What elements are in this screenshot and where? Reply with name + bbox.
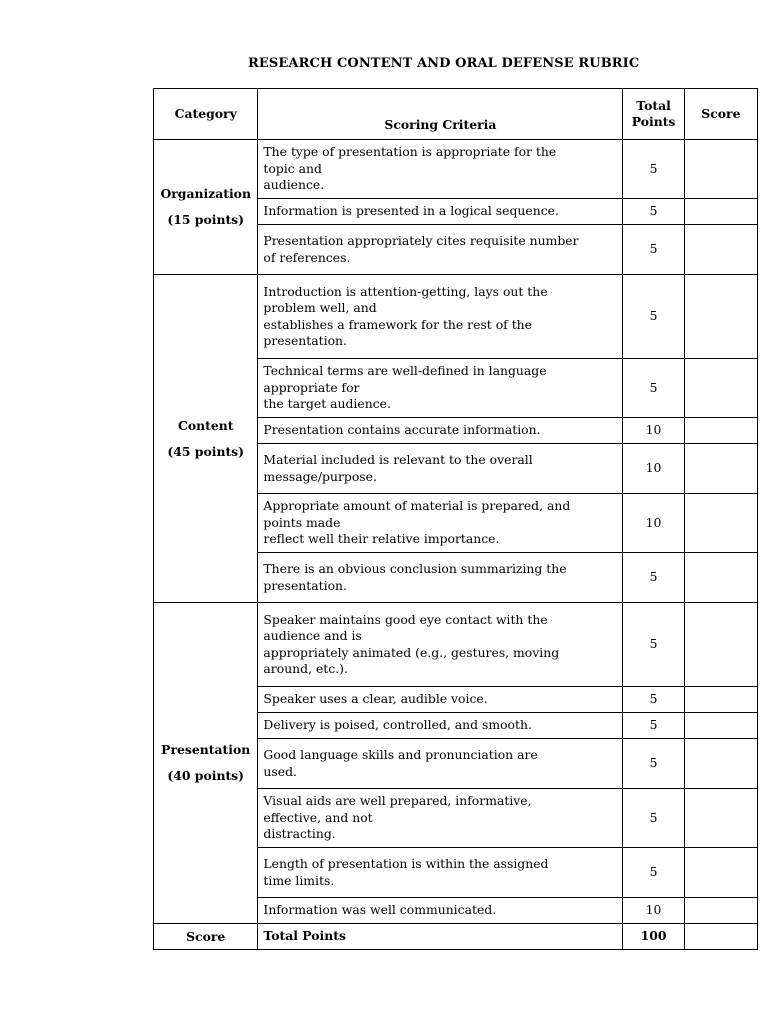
rubric-table bbox=[153, 88, 758, 950]
criterion-line: reflect well their relative importance. bbox=[263, 531, 500, 547]
points-cell: 5 bbox=[623, 687, 684, 713]
table-row bbox=[154, 275, 758, 359]
criterion-line: Material included is relevant to the overall bbox=[263, 452, 533, 467]
criterion-cell bbox=[258, 418, 623, 444]
score-cell[interactable] bbox=[684, 199, 757, 225]
criterion-line: around, etc.). bbox=[263, 661, 348, 676]
criterion-line: Introduction is attention-getting, lays out the bbox=[263, 283, 548, 299]
criterion-cell bbox=[258, 739, 623, 789]
criterion-cell bbox=[258, 359, 623, 418]
category-name: Presentation bbox=[161, 742, 251, 757]
points-cell: 5 bbox=[623, 603, 684, 687]
criterion-line: topic and bbox=[263, 160, 322, 176]
score-cell[interactable] bbox=[684, 444, 757, 494]
criterion-line: Good language skills and pronunciation are bbox=[263, 747, 538, 762]
criterion-cell bbox=[258, 848, 623, 898]
criterion-cell bbox=[258, 140, 623, 199]
header-total-points-line1: Total bbox=[636, 97, 671, 113]
criterion-cell bbox=[258, 199, 623, 225]
score-cell[interactable] bbox=[684, 418, 757, 444]
document-title: RESEARCH CONTENT AND ORAL DEFENSE RUBRIC bbox=[248, 56, 640, 71]
table-row bbox=[154, 603, 758, 687]
rubric-body bbox=[154, 140, 758, 950]
criterion-line: audience. bbox=[263, 177, 325, 193]
score-cell[interactable] bbox=[684, 603, 757, 687]
criterion-line: Presentation appropriately cites requisite number bbox=[263, 233, 579, 248]
criterion-cell bbox=[258, 713, 623, 739]
category-points: (40 points) bbox=[167, 768, 245, 783]
points-cell: 5 bbox=[623, 713, 684, 739]
category-name: Organization bbox=[160, 186, 251, 201]
points-cell: 10 bbox=[623, 444, 684, 494]
points-cell: 5 bbox=[623, 789, 684, 848]
category-cell bbox=[154, 140, 258, 275]
score-cell[interactable] bbox=[684, 789, 757, 848]
score-cell[interactable] bbox=[684, 848, 757, 898]
header-scoring-criteria: Scoring Criteria bbox=[258, 89, 623, 140]
criterion-line: establishes a framework for the rest of the bbox=[263, 316, 532, 332]
criterion-line: audience and is bbox=[263, 628, 362, 643]
points-cell: 5 bbox=[623, 275, 684, 359]
total-score-cell[interactable] bbox=[684, 924, 757, 950]
criterion-line: Appropriate amount of material is prepared, and bbox=[263, 498, 571, 514]
criterion-line: message/purpose. bbox=[263, 468, 377, 484]
criterion-line: Speaker maintains good eye contact with the bbox=[263, 611, 548, 627]
category-name: Content bbox=[177, 417, 234, 433]
criterion-line: appropriately animated (e.g., gestures, moving bbox=[263, 644, 560, 660]
score-cell[interactable] bbox=[684, 898, 757, 924]
criterion-line: used. bbox=[263, 763, 297, 779]
criterion-cell bbox=[258, 603, 623, 687]
table-row bbox=[154, 140, 758, 199]
total-category-cell: Score bbox=[154, 924, 258, 950]
score-cell[interactable] bbox=[684, 739, 757, 789]
category-cell bbox=[154, 275, 258, 603]
criterion-line: the target audience. bbox=[263, 396, 391, 412]
header-total-points bbox=[623, 89, 684, 140]
total-points-cell: 100 bbox=[623, 924, 684, 950]
criterion-line: presentation. bbox=[263, 333, 347, 348]
criterion-line: of references. bbox=[263, 249, 351, 265]
criterion-line: Information was well communicated. bbox=[263, 902, 497, 918]
criterion-line: points made bbox=[263, 514, 341, 530]
criterion-line: There is an obvious conclusion summarizing the bbox=[263, 561, 567, 576]
criterion-line: appropriate for bbox=[263, 379, 360, 395]
criterion-line: Technical terms are well-defined in language bbox=[263, 363, 547, 379]
criterion-cell bbox=[258, 444, 623, 494]
criterion-line: presentation. bbox=[263, 577, 347, 593]
score-cell[interactable] bbox=[684, 140, 757, 199]
score-cell[interactable] bbox=[684, 494, 757, 553]
header-row bbox=[154, 89, 758, 140]
points-cell: 5 bbox=[623, 140, 684, 199]
criterion-line: distracting. bbox=[263, 826, 336, 842]
points-cell: 5 bbox=[623, 553, 684, 603]
points-cell: 5 bbox=[623, 359, 684, 418]
points-cell: 5 bbox=[623, 199, 684, 225]
points-cell: 10 bbox=[623, 494, 684, 553]
criterion-cell bbox=[258, 687, 623, 713]
criterion-line: Visual aids are well prepared, informative, bbox=[263, 793, 532, 809]
criterion-cell bbox=[258, 275, 623, 359]
points-cell: 10 bbox=[623, 898, 684, 924]
criterion-line: problem well, and bbox=[263, 300, 377, 315]
points-cell: 5 bbox=[623, 848, 684, 898]
criterion-cell bbox=[258, 225, 623, 275]
total-label-cell: Total Points bbox=[258, 924, 623, 950]
criterion-cell bbox=[258, 494, 623, 553]
header-total-points-line2: Points bbox=[631, 114, 676, 129]
header-score: Score bbox=[684, 89, 757, 140]
criterion-cell bbox=[258, 898, 623, 924]
total-row bbox=[154, 924, 758, 950]
criterion-line: The type of presentation is appropriate for the bbox=[263, 144, 557, 160]
header-category: Category bbox=[154, 89, 258, 140]
points-cell: 5 bbox=[623, 739, 684, 789]
score-cell[interactable] bbox=[684, 713, 757, 739]
points-cell: 10 bbox=[623, 418, 684, 444]
points-cell: 5 bbox=[623, 225, 684, 275]
criterion-line: time limits. bbox=[263, 872, 335, 888]
score-cell[interactable] bbox=[684, 225, 757, 275]
score-cell[interactable] bbox=[684, 359, 757, 418]
criterion-line: Presentation contains accurate information. bbox=[263, 422, 541, 438]
criterion-cell bbox=[258, 553, 623, 603]
score-cell[interactable] bbox=[684, 687, 757, 713]
criterion-line: Delivery is poised, controlled, and smooth. bbox=[263, 717, 532, 733]
category-cell bbox=[154, 603, 258, 924]
category-points: (45 points) bbox=[167, 443, 245, 459]
score-cell[interactable] bbox=[684, 553, 757, 603]
criterion-line: Speaker uses a clear, audible voice. bbox=[263, 691, 488, 707]
criterion-line: Length of presentation is within the assigned bbox=[263, 856, 549, 871]
criterion-line: effective, and not bbox=[263, 809, 373, 825]
criterion-cell bbox=[258, 789, 623, 848]
criterion-line: Information is presented in a logical sequence. bbox=[263, 203, 559, 219]
category-points: (15 points) bbox=[167, 212, 245, 227]
score-cell[interactable] bbox=[684, 275, 757, 359]
